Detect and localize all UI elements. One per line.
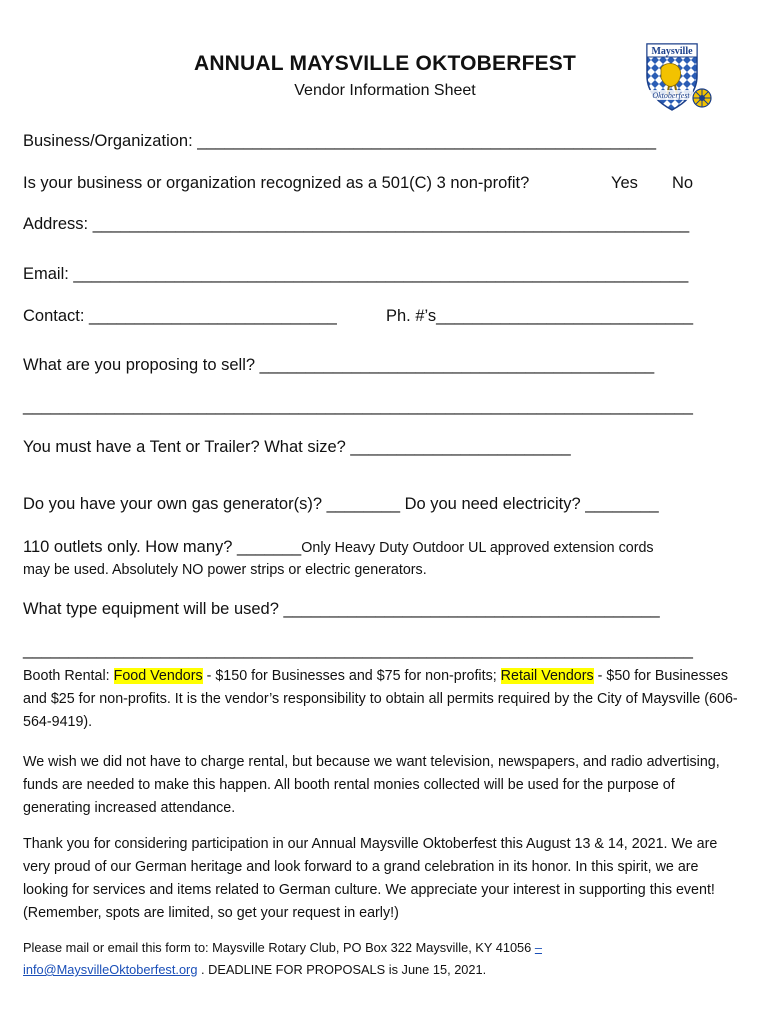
rental-explanation-paragraph: We wish we did not have to charge rental, but because we want television, newspapers, and radio advertising, funds are needed to make this happen. All booth rental monies collected will be used for the purpose of generating increased attendance. — [23, 754, 720, 816]
maysville-oktoberfest-logo — [639, 40, 715, 112]
generator-electricity-field[interactable]: Do you have your own gas generator(s)? ________ Do you need electricity? ________ — [23, 495, 659, 513]
footer-dash-link[interactable]: – — [534, 940, 542, 955]
footer-mail-text: Please mail or email this form to: Maysville Rotary Club, PO Box 322 Maysville, KY 41056 — [23, 940, 535, 955]
tent-size-field[interactable]: You must have a Tent or Trailer? What size? ________________________ — [23, 438, 571, 456]
page-subtitle: Vendor Information Sheet — [294, 82, 476, 99]
retail-vendors-highlight: Retail Vendors — [500, 668, 594, 684]
equipment-field[interactable]: What type equipment will be used? _________________________________________ — [23, 600, 660, 618]
business-field[interactable]: Business/Organization: __________________________________________________ — [23, 132, 657, 150]
booth-rental-label: Booth Rental: — [23, 668, 114, 684]
outlets-count-field[interactable]: 110 outlets only. How many? _______ — [23, 538, 302, 556]
outlets-line — [23, 538, 654, 557]
nonprofit-question: Is your business or organization recognized as a 501(C) 3 non-profit? — [23, 174, 530, 192]
footer-deadline: . DEADLINE FOR PROPOSALS is June 15, 2021. — [197, 962, 487, 977]
logo-text-bottom: Oktoberfest — [652, 91, 690, 100]
page-title: ANNUAL MAYSVILLE OKTOBERFEST — [193, 52, 577, 75]
phone-field[interactable]: Ph. #’s____________________________ — [386, 307, 694, 325]
food-vendors-text: - $150 for Businesses and $75 for non-profits; — [202, 668, 501, 684]
contact-field[interactable]: Contact: ___________________________ — [23, 307, 337, 325]
outlets-note: Only Heavy Duty Outdoor UL approved extension cords — [301, 540, 654, 556]
food-vendors-highlight: Food Vendors — [113, 668, 203, 684]
thank-you-paragraph: Thank you for considering participation in our Annual Maysville Oktoberfest this August 13 & 14, 2021. We are very proud of our German heritage and look forward to a grand celebration in its honor. In this spirit, we are looking for services and items related to German culture. We appreciate your interest in supporting this event! (Remember, spots are limited, so get your request in early!) — [23, 836, 718, 921]
booth-rental-paragraph — [23, 665, 745, 734]
footer-mail-info — [23, 937, 745, 981]
outlets-note-line2: may be used. Absolutely NO power strips or electric generators. — [23, 562, 427, 578]
nonprofit-no-option[interactable]: No — [672, 174, 694, 192]
nonprofit-yes-option[interactable]: Yes — [611, 174, 638, 192]
sell-field-line2[interactable]: _________________________________________________________________________ — [23, 397, 693, 415]
sell-field[interactable]: What are you proposing to sell? ___________________________________________ — [23, 356, 655, 374]
address-field[interactable]: Address: _________________________________________________________________ — [23, 215, 690, 233]
footer-email-link[interactable]: info@MaysvilleOktoberfest.org — [23, 962, 198, 977]
retail-vendors-text: - $50 for Businesses and $25 for non-profits. It is the vendor’s responsibility to obtain all permits required by the City of Maysville (606-564-9419). — [23, 668, 738, 730]
equipment-field-line2[interactable]: _________________________________________________________________________ — [23, 641, 693, 659]
logo-text-top: Maysville — [651, 46, 693, 57]
email-field[interactable]: Email: ___________________________________________________________________ — [23, 265, 689, 283]
